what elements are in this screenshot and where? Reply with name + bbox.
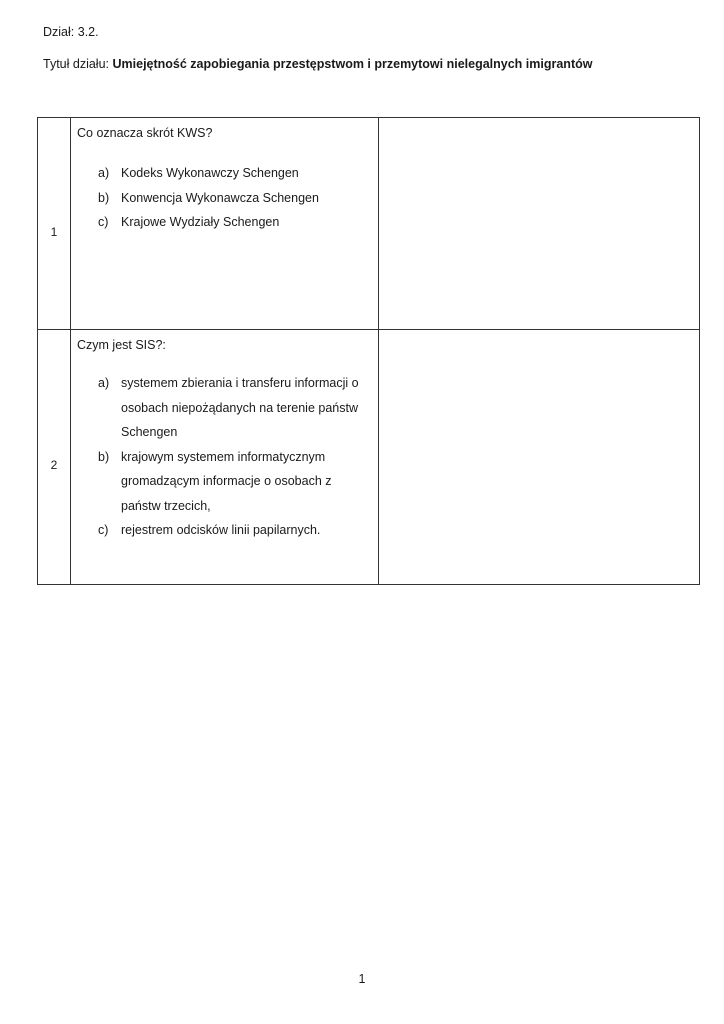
option-letter: a) [98, 376, 110, 390]
answer-option [71, 518, 363, 543]
answer-cell[interactable] [379, 118, 700, 330]
question-number-cell [38, 118, 71, 330]
question-text: Czym jest SIS?: [77, 338, 166, 352]
option-text: rejestrem odcisków linii papilarnych. [121, 523, 321, 537]
option-text: Kodeks Wykonawczy Schengen [121, 166, 299, 180]
section-number-line [43, 24, 99, 40]
answer-option [71, 445, 363, 519]
answer-options [71, 161, 378, 235]
option-text: krajowym systemem informatycznym gromadzącym informacje o osobach z państw trzecich, [121, 449, 332, 513]
question-text: Co oznacza skrót KWS? [77, 126, 213, 140]
answer-option [71, 210, 363, 235]
answer-cell[interactable] [379, 330, 700, 585]
option-letter: a) [98, 166, 110, 180]
questions-table [37, 117, 700, 585]
answer-option [71, 161, 363, 186]
option-letter: b) [98, 190, 110, 205]
section-title: Umiejętność zapobiegania przestępstwom i przemytowi nielegalnych imigrantów [112, 57, 593, 71]
option-text: Konwencja Wykonawcza Schengen [121, 190, 319, 205]
section-title-line [43, 56, 592, 72]
table-row [38, 118, 700, 330]
option-letter: c) [98, 523, 109, 537]
answer-option [71, 371, 363, 445]
section-number: 3.2. [77, 25, 99, 39]
section-label: Dział: [43, 25, 75, 39]
answer-options [71, 371, 378, 543]
section-title-label: Tytuł działu: [43, 57, 110, 71]
question-number: 1 [50, 224, 58, 239]
question-cell [71, 118, 379, 330]
table-row [38, 330, 700, 585]
question-cell [71, 330, 379, 585]
question-number-cell [38, 330, 71, 585]
option-text: Krajowe Wydziały Schengen [121, 215, 280, 229]
option-text: systemem zbierania i transferu informacji o osobach niepożądanych na terenie państw Schengen [121, 376, 359, 439]
question-number: 2 [50, 458, 58, 472]
answer-option [71, 186, 363, 211]
page-number: 1 [358, 972, 366, 986]
option-letter: c) [98, 215, 109, 229]
option-letter: b) [98, 449, 110, 464]
